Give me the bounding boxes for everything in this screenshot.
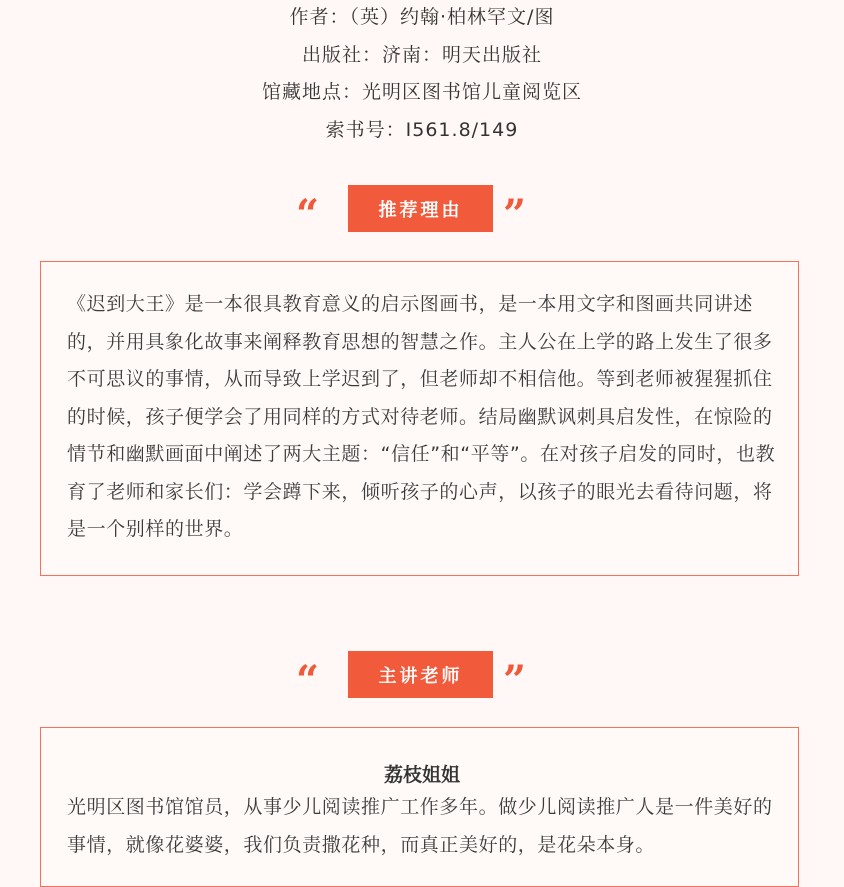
book-call-number: 索书号：I561.8/149 xyxy=(325,119,519,141)
teacher-bio: 光明区图书馆馆员，从事少儿阅读推广工作多年。做少儿阅读推广人是一件美好的事情，就像花婆婆，我们负责撒花种，而真正美好的，是花朵本身。 xyxy=(67,796,773,856)
close-quote-icon: ” xyxy=(503,657,527,704)
section-header-reason xyxy=(0,185,844,238)
section-header-teacher xyxy=(0,651,844,704)
open-quote-icon: “ xyxy=(296,191,320,238)
section-title-reason: 推荐理由 xyxy=(348,185,493,232)
book-location: 馆藏地点：光明区图书馆儿童阅览区 xyxy=(261,81,582,103)
reason-text: 《迟到大王》是一本很具教育意义的启示图画书，是一本用文字和图画共同讲述的，并用具象化故事来阐释教育思想的智慧之作。主人公在上学的路上发生了很多不可思议的事情，从而导致上学迟到了，但老师却不相信他。等到老师被猩猩抓住的时候，孩子便学会了用同样的方式对待老师。结局幽默讽刺具启发性，在惊险的情节和幽默画面中阐述了两大主题：“信任”和“平等”。在对孩子启发的同时，也教育了老师和家长们：学会蹲下来，倾听孩子的心声，以孩子的眼光去看待问题，将是一个别样的世界。 xyxy=(67,293,776,540)
book-publisher: 出版社：济南：明天出版社 xyxy=(301,44,542,66)
open-quote-icon: “ xyxy=(296,657,320,704)
book-author: 作者：（英）约翰·柏林罕文/图 xyxy=(289,6,555,28)
teacher-name: 荔枝姐姐 xyxy=(383,764,460,786)
section-title-teacher: 主讲老师 xyxy=(348,651,493,698)
close-quote-icon: ” xyxy=(503,191,527,238)
